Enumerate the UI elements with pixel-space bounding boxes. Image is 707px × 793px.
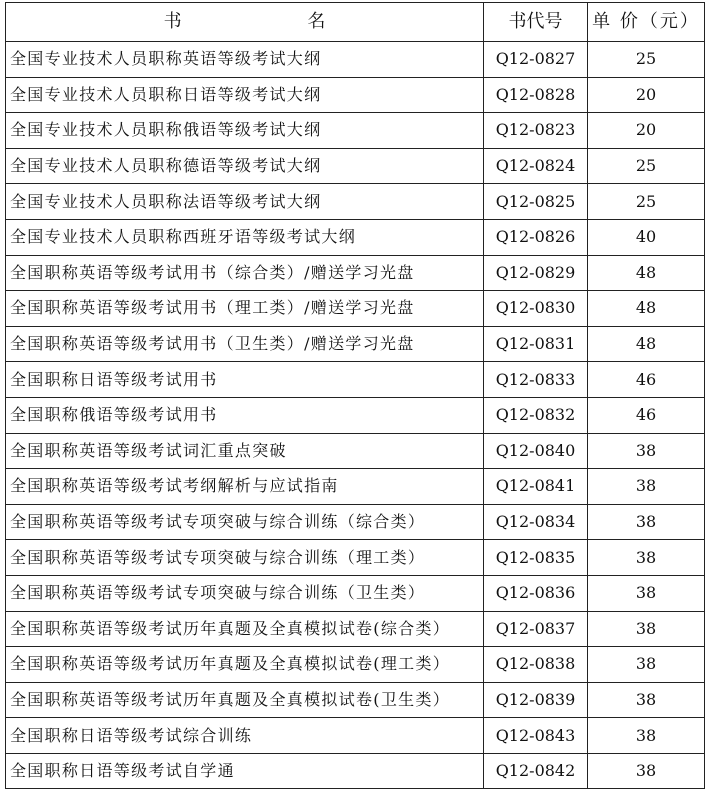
unit-price-cell: 38	[588, 682, 705, 718]
book-code-cell: Q12-0833	[484, 362, 588, 398]
book-name-cell: 全国职称英语等级考试专项突破与综合训练（理工类）	[6, 540, 484, 576]
table-row	[6, 184, 705, 220]
book-name-cell: 全国专业技术人员职称西班牙语等级考试大纲	[6, 219, 484, 255]
unit-price-cell: 48	[588, 255, 705, 291]
table-row	[6, 255, 705, 291]
table-row	[6, 575, 705, 611]
book-code-cell: Q12-0831	[484, 326, 588, 362]
book-code-cell: Q12-0835	[484, 540, 588, 576]
unit-price-cell: 46	[588, 397, 705, 433]
book-code-cell: Q12-0827	[484, 42, 588, 78]
unit-price-cell: 38	[588, 540, 705, 576]
book-code-cell: Q12-0842	[484, 753, 588, 789]
book-name-cell: 全国职称英语等级考试用书（理工类）/赠送学习光盘	[6, 291, 484, 327]
book-name-cell: 全国职称英语等级考试历年真题及全真模拟试卷(综合类）	[6, 611, 484, 647]
table-row	[6, 647, 705, 683]
book-code-cell: Q12-0837	[484, 611, 588, 647]
book-name-cell: 全国职称英语等级考试历年真题及全真模拟试卷(理工类）	[6, 647, 484, 683]
book-rows	[6, 42, 705, 789]
unit-price-cell: 38	[588, 611, 705, 647]
book-name-cell: 全国职称英语等级考试考纲解析与应试指南	[6, 469, 484, 505]
book-code-cell: Q12-0840	[484, 433, 588, 469]
unit-price-cell: 25	[588, 184, 705, 220]
book-code-cell: Q12-0843	[484, 718, 588, 754]
book-name-cell: 全国职称日语等级考试自学通	[6, 753, 484, 789]
table-row	[6, 433, 705, 469]
book-code-cell: Q12-0839	[484, 682, 588, 718]
book-name-cell: 全国职称英语等级考试用书（卫生类）/赠送学习光盘	[6, 326, 484, 362]
header-row	[6, 3, 705, 42]
book-name-cell: 全国职称英语等级考试历年真题及全真模拟试卷(卫生类）	[6, 682, 484, 718]
table-row	[6, 753, 705, 789]
book-code-cell: Q12-0825	[484, 184, 588, 220]
book-name-cell: 全国专业技术人员职称日语等级考试大纲	[6, 77, 484, 113]
unit-price-cell: 38	[588, 647, 705, 683]
table-row	[6, 113, 705, 149]
book-code-cell: Q12-0841	[484, 469, 588, 505]
table-row	[6, 718, 705, 754]
table-row	[6, 42, 705, 78]
table-row	[6, 397, 705, 433]
book-code-cell: Q12-0823	[484, 113, 588, 149]
table-row	[6, 148, 705, 184]
table-row	[6, 504, 705, 540]
unit-price-cell: 38	[588, 753, 705, 789]
unit-price-cell: 38	[588, 433, 705, 469]
book-name-cell: 全国职称日语等级考试用书	[6, 362, 484, 398]
book-name-cell: 全国职称英语等级考试用书（综合类）/赠送学习光盘	[6, 255, 484, 291]
book-code-cell: Q12-0826	[484, 219, 588, 255]
book-price-list	[5, 2, 705, 789]
table-row	[6, 326, 705, 362]
book-name-cell: 全国职称日语等级考试综合训练	[6, 718, 484, 754]
table-row	[6, 362, 705, 398]
table-row	[6, 682, 705, 718]
book-code-cell: Q12-0838	[484, 647, 588, 683]
header-unit-price: 单 价（元）	[588, 3, 705, 42]
book-name-cell: 全国职称英语等级考试词汇重点突破	[6, 433, 484, 469]
header-book-code: 书代号	[484, 3, 588, 42]
table-row	[6, 77, 705, 113]
table-row	[6, 291, 705, 327]
unit-price-cell: 25	[588, 148, 705, 184]
unit-price-cell: 38	[588, 469, 705, 505]
book-name-cell: 全国专业技术人员职称俄语等级考试大纲	[6, 113, 484, 149]
book-name-cell: 全国专业技术人员职称德语等级考试大纲	[6, 148, 484, 184]
book-table	[5, 2, 705, 789]
unit-price-cell: 38	[588, 504, 705, 540]
table-row	[6, 219, 705, 255]
unit-price-cell: 48	[588, 326, 705, 362]
book-code-cell: Q12-0828	[484, 77, 588, 113]
unit-price-cell: 20	[588, 113, 705, 149]
unit-price-cell: 46	[588, 362, 705, 398]
book-code-cell: Q12-0836	[484, 575, 588, 611]
book-code-cell: Q12-0830	[484, 291, 588, 327]
book-name-cell: 全国职称英语等级考试专项突破与综合训练（卫生类）	[6, 575, 484, 611]
book-name-cell: 全国职称俄语等级考试用书	[6, 397, 484, 433]
book-name-cell: 全国职称英语等级考试专项突破与综合训练（综合类）	[6, 504, 484, 540]
unit-price-cell: 38	[588, 718, 705, 754]
unit-price-cell: 25	[588, 42, 705, 78]
book-code-cell: Q12-0832	[484, 397, 588, 433]
table-row	[6, 540, 705, 576]
book-code-cell: Q12-0829	[484, 255, 588, 291]
table-row	[6, 611, 705, 647]
unit-price-cell: 40	[588, 219, 705, 255]
header-book-name: 书 名	[6, 3, 484, 42]
unit-price-cell: 20	[588, 77, 705, 113]
book-code-cell: Q12-0824	[484, 148, 588, 184]
unit-price-cell: 48	[588, 291, 705, 327]
book-name-cell: 全国专业技术人员职称英语等级考试大纲	[6, 42, 484, 78]
book-name-cell: 全国专业技术人员职称法语等级考试大纲	[6, 184, 484, 220]
unit-price-cell: 38	[588, 575, 705, 611]
table-row	[6, 469, 705, 505]
book-code-cell: Q12-0834	[484, 504, 588, 540]
